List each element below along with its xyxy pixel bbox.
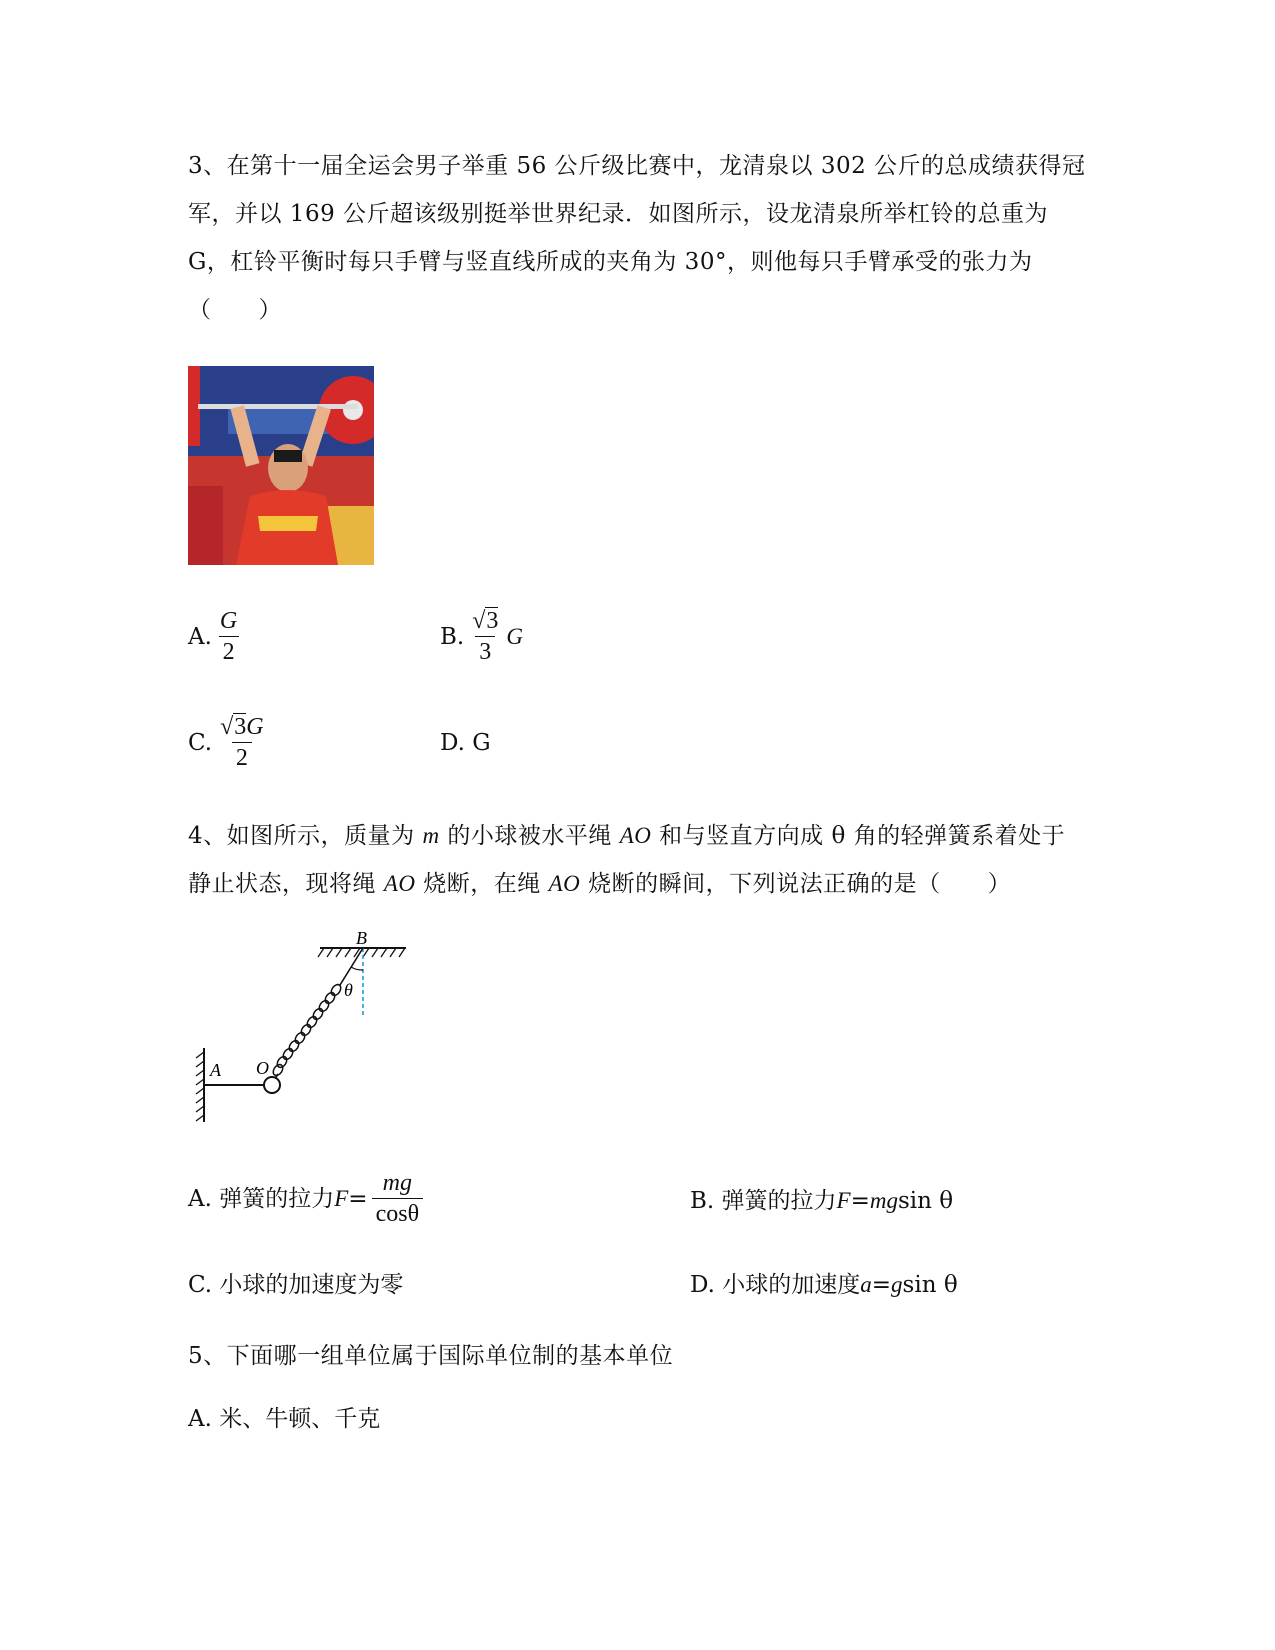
q4-mass-symbol: m (422, 823, 440, 848)
fraction-numerator: G (219, 608, 238, 634)
force-variable: F (836, 1188, 851, 1213)
weightlifter-photo (188, 366, 374, 565)
q3-option-b-label: B. (440, 623, 465, 650)
equals-sign: = (348, 1185, 368, 1212)
acceleration-variable: a (860, 1272, 872, 1297)
q4-option-d[interactable] (690, 1270, 958, 1300)
equals-sign: = (871, 1272, 892, 1298)
fraction-denominator: 3 (475, 636, 495, 667)
q3-option-a[interactable] (188, 606, 245, 667)
label-theta: θ (344, 980, 353, 1000)
q3-option-b-fraction (468, 606, 502, 667)
fraction-numerator: √3 (472, 608, 499, 634)
label-b: B (356, 930, 367, 948)
sine-theta: sin θ (898, 1188, 954, 1214)
sine-theta: sin θ (902, 1272, 958, 1298)
label-o: O (256, 1058, 269, 1078)
q3-option-b-variable: G (506, 623, 524, 649)
radicand: 3 (486, 608, 499, 634)
spring-ball-diagram (188, 930, 428, 1140)
label-a: A (210, 1060, 221, 1080)
q4-option-d-label: D. 小球的加速度 (690, 1272, 861, 1298)
force-variable: F (334, 1185, 349, 1211)
question-4-text (188, 812, 1088, 908)
fraction-denominator: 2 (219, 636, 239, 667)
q3-option-d[interactable]: D. G (440, 730, 491, 756)
q4-option-c[interactable]: C. 小球的加速度为零 (188, 1272, 404, 1298)
numerator-variable: G (246, 714, 264, 740)
q3-option-a-label: A. (188, 623, 212, 650)
q4-rope-symbol: AO (548, 871, 581, 896)
q4-text-part: 4、如图所示，质量为 (188, 823, 423, 849)
mass-gravity-symbol: mg (869, 1188, 898, 1213)
q3-option-c[interactable] (188, 712, 272, 773)
q3-option-a-fraction (216, 606, 241, 667)
equals-sign: = (850, 1188, 870, 1214)
question-5-text: 5、下面哪一组单位属于国际单位制的基本单位 (188, 1343, 674, 1369)
gravity-symbol: g (891, 1272, 903, 1297)
q4-rope-symbol: AO (383, 871, 416, 896)
q5-option-a[interactable]: A. 米、牛顿、千克 (188, 1406, 381, 1432)
q4-option-a[interactable] (188, 1168, 427, 1229)
q3-option-c-label: C. (188, 729, 213, 756)
q4-rope-symbol: AO (619, 823, 652, 848)
q4-option-b-label: B. 弹簧的拉力 (690, 1188, 837, 1214)
fraction-denominator: 2 (232, 742, 252, 773)
q3-option-c-fraction (216, 712, 268, 773)
q4-text-part: 和与竖直方向成 θ 角的轻弹簧系着处于静止状态，现将绳 (188, 823, 1066, 897)
fraction-numerator: √3G (220, 714, 264, 740)
q4-option-a-label: A. 弹簧的拉力 (188, 1185, 335, 1212)
fraction-numerator: mg (382, 1170, 412, 1196)
question-3-text: 3、在第十一届全运会男子举重 56 公斤级比赛中，龙清泉以 302 公斤的总成绩获得冠军，并以 169 公斤超该级别挺举世界纪录．如图所示，设龙清泉所举杠铃的总重为 G，杠铃平衡时每只手臂与竖直线所成的夹角为 30°，则他每只手臂承受的张力为（ ） (188, 153, 1086, 323)
fraction-denominator: cosθ (372, 1198, 424, 1229)
q4-option-a-fraction (372, 1168, 424, 1229)
q4-option-b[interactable] (690, 1186, 953, 1216)
q4-text-part: 烧断，在绳 (415, 871, 549, 897)
q4-text-part: 烧断的瞬间，下列说法正确的是（ ） (580, 871, 1012, 897)
q4-text-part: 的小球被水平绳 (439, 823, 620, 849)
radicand: 3 (234, 714, 247, 740)
q3-option-b[interactable] (440, 606, 523, 667)
